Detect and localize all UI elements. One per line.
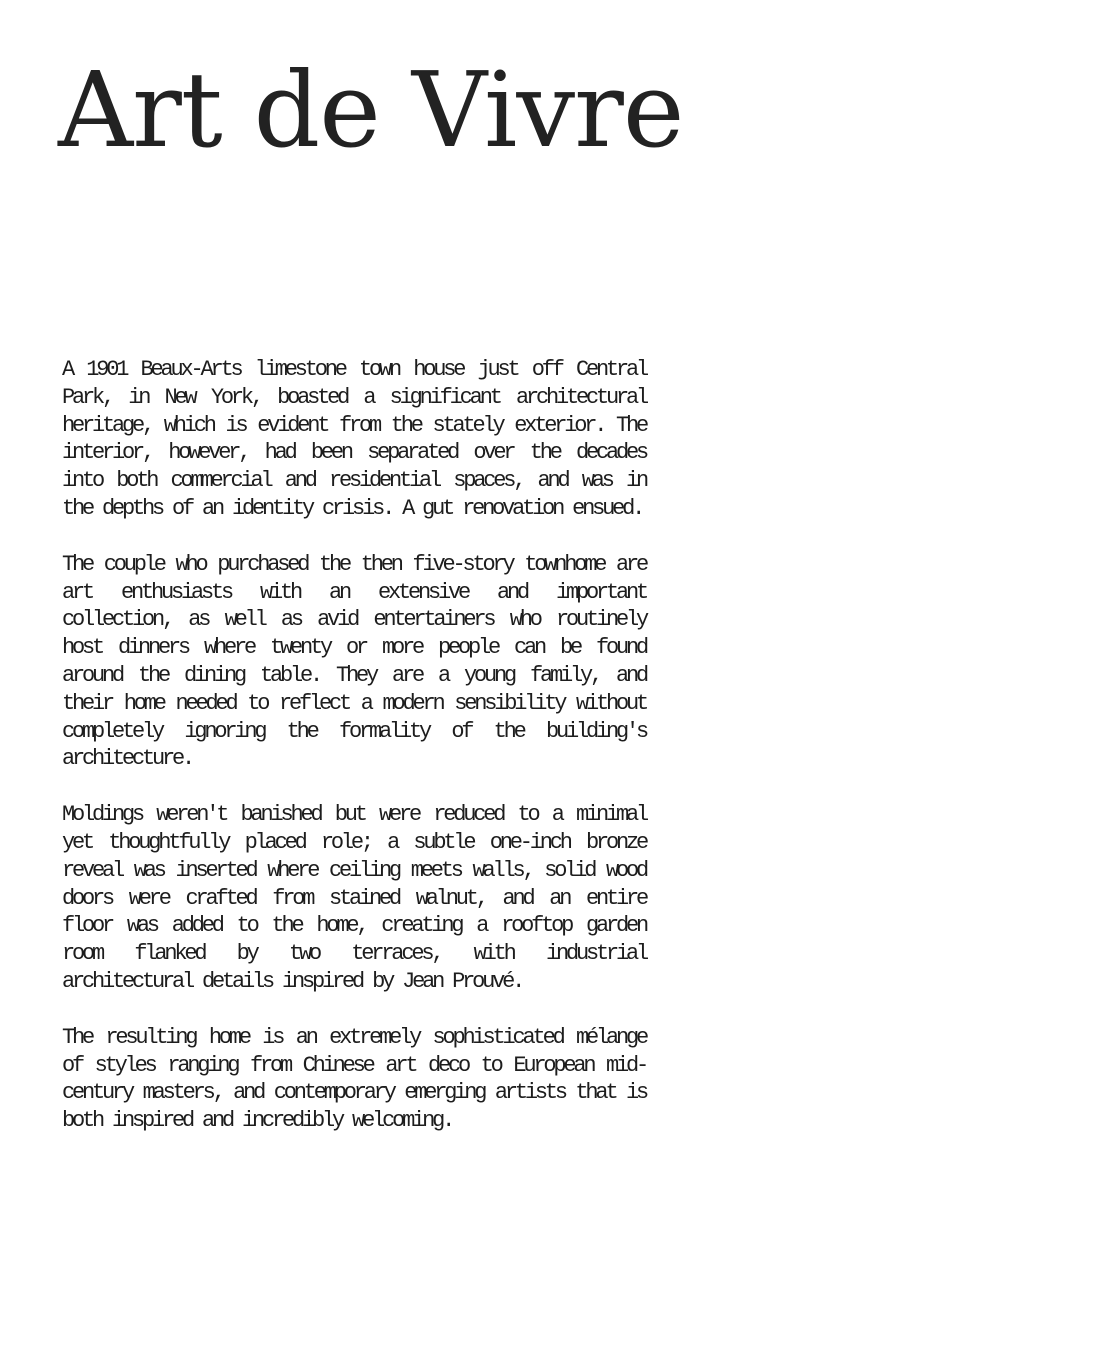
article-body: [62, 356, 646, 1163]
paragraph-2: The couple who purchased the then five-story townhome are art enthusiasts with an extensive and important collection, as well as avid entertainers who routinely host dinners where twenty or more people can be found around the dining table. They are a young family, and their home needed to reflect a modern sensibility without completely ignoring the formality of the building's architecture.: [62, 551, 646, 772]
paragraph-1: A 1901 Beaux-Arts limestone town house just off Central Park, in New York, boasted a significant architectural heritage, which is evident from the stately exterior. The interior, however, had been separated over the decades into both commercial and residential spaces, and was in the depths of an identity crisis. A gut renovation ensued.: [62, 357, 646, 521]
paragraph-4: The resulting home is an extremely sophisticated mélange of styles ranging from Chinese art deco to European mid-century masters, and contemporary emerging artists that is both inspired and incredibly welcoming.: [62, 1024, 646, 1134]
paragraph-3: Moldings weren't banished but were reduced to a minimal yet thoughtfully placed role; a subtle one-inch bronze reveal was inserted where ceiling meets walls, solid wood doors were crafted from stained walnut, and an entire floor was added to the home, creating a rooftop garden room flanked by two terraces, with industrial architectural details inspired by Jean Prouvé.: [62, 802, 646, 994]
page-title: Art de Vivre: [58, 49, 684, 171]
